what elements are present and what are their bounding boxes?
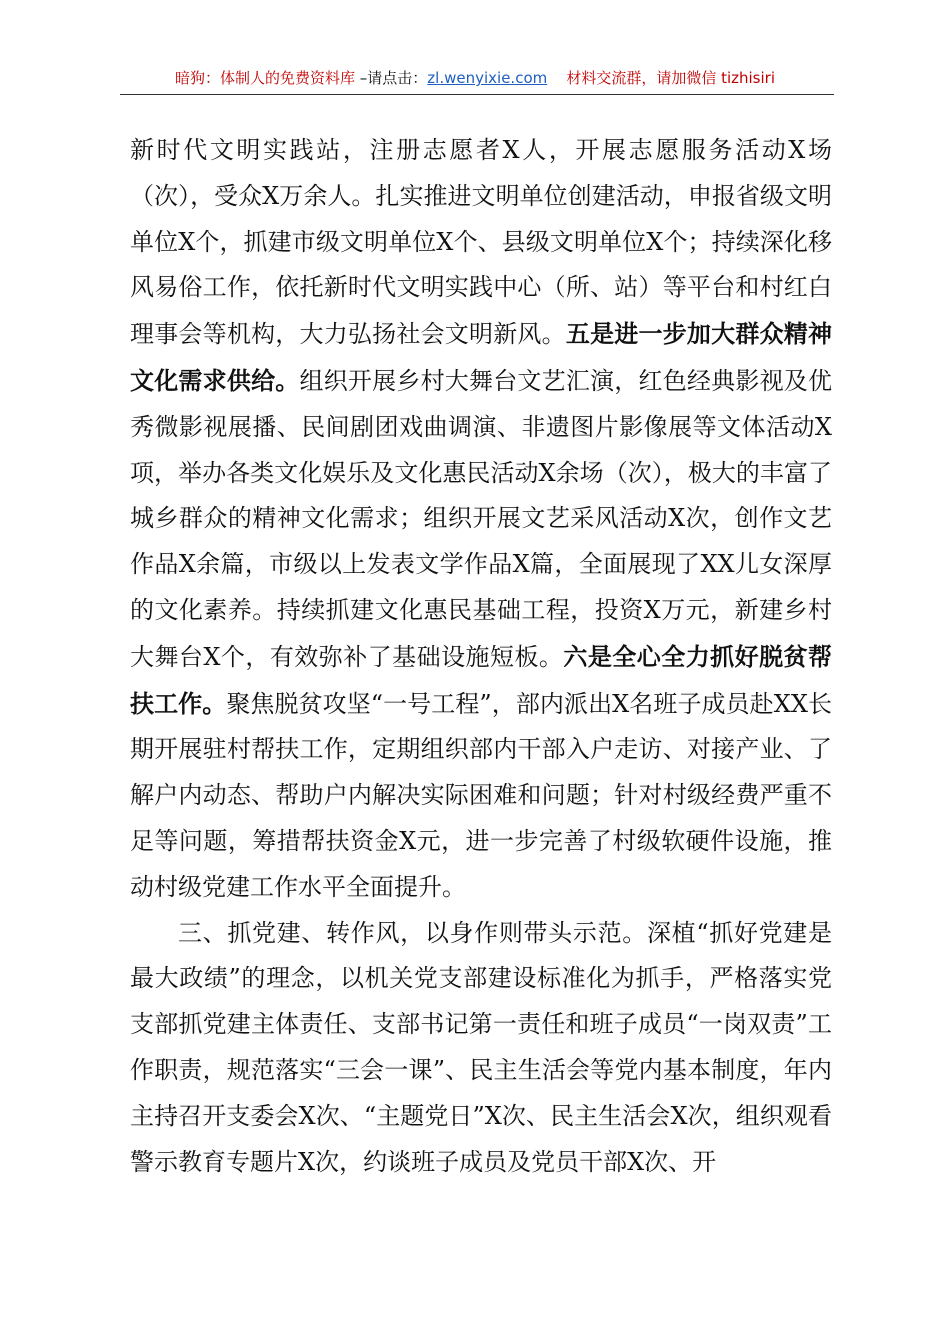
header-divider — [120, 94, 834, 95]
document-body — [130, 128, 832, 1185]
section-heading-3: 三、抓党建、转作风，以身作则带头示范。 — [178, 918, 647, 947]
paragraph-1-text-3: 聚焦脱贫攻坚“一号工程”，部内派出X名班子成员赴XX长期开展驻村帮扶工作，定期组织部内干部入户走访、对接产业、了解户内动态、帮助户内解决实际困难和问题；针对村级经费严重不足等问题，筹措帮扶资金X元，进一步完善了村级软硬件设施，推动村级党建工作水平全面提升。 — [130, 689, 833, 901]
paragraph-2 — [130, 911, 832, 1186]
paragraph-2-text: 深植“抓好党建是最大政绩”的理念，以机关党支部建设标准化为抓手，严格落实党支部抓党建主体责任、支部书记第一责任和班子成员“一岗双责”工作职责，规范落实“三会一课”、民主生活会等党内基本制度，年内主持召开支委会X次、“主题党日”X次、民主生活会X次，组织观看警示教育专题片X次，约谈班子成员及党员干部X次、开 — [130, 918, 832, 1176]
header-contact: 材料交流群，请加微信 tizhisiri — [566, 69, 775, 87]
paragraph-1 — [130, 128, 832, 911]
heading-item-6: 六是全心全力抓好脱贫帮扶工作。 — [130, 641, 832, 718]
header-url-link[interactable]: zl.wenyixie.com — [427, 69, 548, 87]
paragraph-1-text-1: 新时代文明实践站，注册志愿者X人，开展志愿服务活动X场（次），受众X万余人。扎实推进文明单位创建活动，申报省级文明单位X个，抓建市级文明单位X个、县级文明单位X个；持续深化移风易俗工作，依托新时代文明实践中心（所、站）等平台和村红白理事会等机构，大力弘扬社会文明新风。 — [130, 136, 832, 349]
page-header — [0, 68, 950, 88]
paragraph-1-text-2: 组织开展乡村大舞台文艺汇演，红色经典影视及优秀微影视展播、民间剧团戏曲调演、非遗图片影像展等文体活动X项，举办各类文化娱乐及文化惠民活动X余场（次），极大的丰富了城乡群众的精神文化需求；组织开展文艺采风活动X次，创作文艺作品X余篇，市级以上发表文学作品X篇，全面展现了XX儿女深厚的文化素养。持续抓建文化惠民基础工程，投资X万元，新建乡村大舞台X个，有效弥补了基础设施短板。 — [130, 366, 832, 671]
header-click-prompt: –请点击： — [355, 69, 428, 87]
heading-item-5: 五是进一步加大群众精神文化需求供给。 — [130, 319, 833, 395]
header-site-name: 暗狗：体制人的免费资料库 — [175, 69, 356, 87]
